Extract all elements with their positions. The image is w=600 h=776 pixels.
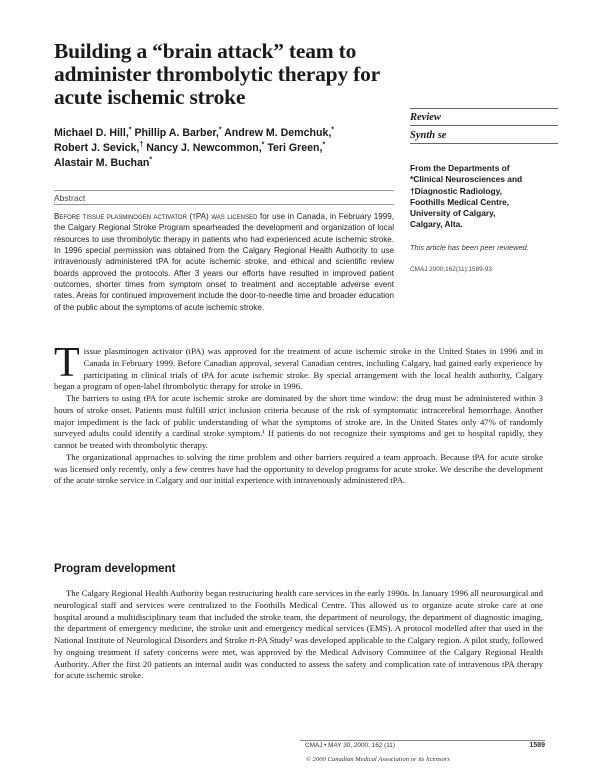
body-paragraph: The Calgary Regional Health Authority began restructuring health care services in the early 1990s. In January 1996 all neurosurgical and neurological staff and services were centralized to the Foothills Medical Centre. This allowed us to organize acute stroke care at one hospital around a multidisciplinary team that included the stroke team, the department of neurology, the department of diagnostic imaging, the department of emergency medicine, the stroke unit and emergency medical services (EMS). A protocol modelled after that used in the National Institute of Neurological Disorders and Stroke rt-PA Study² was developed applicable to the Calgary region. A pilot study, followed by ongoing treatment if safety concerns were met, was approved by the Medical Advisory Committee of the Calgary Regional Health Authority. After the first 20 patients an internal audit was conducted to assess the safety and complication rate of intravenous tPA therapy for acute ischemic stroke. [54, 588, 543, 681]
synthese-label: Synth se [410, 128, 558, 144]
author-name: Robert J. Sevick, [54, 142, 140, 154]
affiliation-line: From the Departments of [410, 163, 510, 173]
affiliation-line: Calgary, Alta. [410, 219, 463, 230]
review-label: Review [410, 108, 558, 126]
page-number: 1589 [529, 742, 545, 749]
affiliation-mark: * [331, 126, 335, 134]
affiliation-mark: * [149, 156, 153, 164]
author-name: Andrew M. Demchuk, [224, 127, 332, 139]
affiliation-line: *Clinical Neurosciences and [410, 174, 523, 185]
section-heading: Program development [54, 563, 176, 575]
abstract-lead: Before tissue plasminogen activator (tPA) was licensed [54, 212, 258, 221]
author-list [54, 126, 394, 171]
paragraph-text: issue plasminogen activator (tPA) was approved for the treatment of acute ischemic stroke in the United States in 1996 and in Canada in February 1999. Before Canadian approval, several Canadian centres, including Calgary, had gained early experience by participating in clinical trials of tPA for acute ischemic stroke. By special arrangement with the local health authority, Calgary began a program of open-label thrombolytic therapy for stroke in 1996. [54, 346, 543, 392]
affiliation-mark: † [139, 141, 144, 149]
body-program [54, 588, 543, 682]
abstract-heading: Abstract [54, 190, 394, 205]
affiliation-line: Foothills Medical Centre, [410, 196, 510, 207]
author-name: Teri Green, [267, 142, 323, 154]
body-paragraph: The barriers to using tPA for acute ischemic stroke are dominated by the short time window: the drug must be administered within 3 hours of stroke onset. Patients must fulfill strict inclusion criteria because of the risk of symptomatic intracerebral hemorrhage. Another major impediment is the lack of public understanding of what the symptoms of stroke are. In the United States only 47% of randomly surveyed adults could identify a cardinal stroke symptom.¹ If patients do not recognize their symptoms and get to hospital rapidly, they cannot be treated with thrombolytic therapy. [54, 393, 543, 450]
affiliation-block [410, 163, 558, 231]
abstract-body: for use in Canada, in February 1999, the Calgary Regional Stroke Program spearheaded the development and organization of local resources to use thrombolytic therapy in patients who had experienced acute ischemic stroke. In 1996 special permission was obtained from the Calgary Regional Health Authority to use intravenously administered tPA for acute ischemic stroke, and ethical and scientific review boards approved the protocols. After 3 years our efforts have resulted in improved patient outcomes, shorter times from symptom onset to treatment and acceptable adverse event rates. Areas for continued improvement include the door-to-needle time and broader education of the public about the symptoms of acute ischemic stroke. [54, 212, 394, 312]
author-name: Nancy J. Newcommon, [146, 142, 262, 154]
author-name: Michael D. Hill, [54, 127, 129, 139]
affiliation-mark: * [322, 141, 326, 149]
body-paragraph: The organizational approaches to solving the time problem and other barriers required a team approach. Because tPA for acute stroke was licensed only recently, only a few centres have had the opportunity to develop programs for acute stroke. We describe the development of the acute stroke service in Calgary and our initial experience with intravenously administered tPA. [54, 451, 543, 486]
peer-review-note: This article has been peer reviewed. [410, 243, 529, 252]
copyright: © 2000 Canadian Medical Association or its licensors [306, 756, 450, 763]
body-intro [54, 340, 543, 487]
author-name: Alastair M. Buchan [54, 157, 150, 169]
affiliation-line: †Diagnostic Radiology, [410, 185, 502, 196]
affiliation-line: University of Calgary, [410, 208, 496, 219]
affiliation-mark: * [218, 126, 222, 134]
citation: CMAJ 2000;162(11):1589-93 [410, 266, 492, 273]
drop-cap: T [54, 340, 80, 386]
footer-rule [300, 740, 545, 741]
author-name: Phillip A. Barber, [134, 127, 219, 139]
body-paragraph [54, 340, 543, 393]
abstract-text [54, 211, 394, 313]
footer [305, 742, 545, 749]
article-title: Building a “brain attack” team to administer thrombolytic therapy for acute ischemic stroke [54, 39, 380, 109]
journal-issue: CMAJ • MAY 30, 2000; 162 (11) [305, 742, 395, 749]
affiliation-mark: * [261, 141, 265, 149]
affiliation-mark: * [128, 126, 132, 134]
